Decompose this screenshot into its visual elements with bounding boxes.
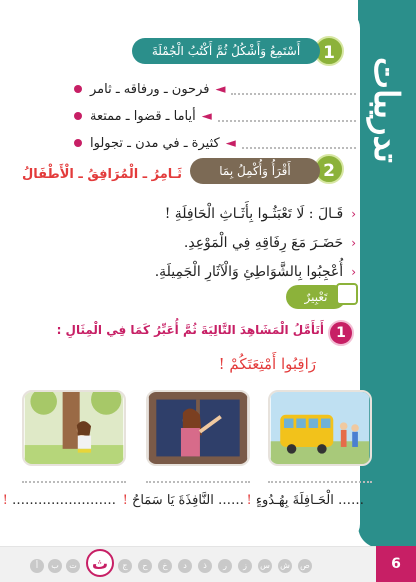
fill-in-sentence[interactable]: حَضَـرَ مَعَ رِفَاقِهِ فِي الْمَوْعِدِ. — [183, 235, 344, 251]
alphabet-letter[interactable]: ر — [218, 559, 232, 573]
side-band — [358, 0, 416, 548]
page-number: 6 — [376, 546, 416, 582]
exclamation-mark: ! — [122, 493, 128, 508]
chevron-icon: ‹ — [351, 265, 356, 279]
expression-badge: 1 — [328, 320, 354, 346]
alphabet-letter[interactable]: د — [178, 559, 192, 573]
expression-label: تَعْبِيرٌ — [286, 285, 346, 309]
exclamation-mark: ! — [2, 493, 8, 508]
arrow-left-icon: ◄ — [201, 108, 212, 124]
alphabet-letter-active[interactable]: ث — [86, 549, 114, 577]
exclamation-mark: ! — [246, 493, 252, 508]
caption-dots[interactable]: …………………… — [12, 493, 116, 508]
fill-in-sentence[interactable]: قَـالَ : لَا تَعْبَثُـوا بِأَثَـاثِ الْحَافِلَةِ ! — [164, 206, 344, 222]
chevron-icon: ‹ — [351, 207, 356, 221]
exercise-2-row — [56, 261, 356, 283]
expression-header — [284, 285, 356, 309]
exercise-1-row — [66, 131, 356, 155]
exercise-2-row — [56, 203, 356, 225]
scene-caption — [3, 493, 116, 508]
answer-line[interactable] — [22, 481, 126, 483]
scrambled-words: فرحون ـ ورفاقه ـ ثامر — [90, 81, 210, 97]
caption-text: الْحَـافِلَةَ بِهُـدُوءٍ — [255, 493, 334, 508]
alphabet-letter[interactable]: ت — [66, 559, 80, 573]
exercise-1-instruction: أَسْتَمِعُ وَأَشْكُلُ ثُمَّ أَكْتُبُ الْجُمْلَةَ — [132, 38, 320, 64]
scrambled-words: كثيرة ـ في مدن ـ تجولوا — [90, 135, 220, 151]
exercise-2-badge: 2 — [314, 154, 344, 184]
alphabet-letter[interactable]: ب — [48, 559, 62, 573]
alphabet-letter[interactable]: ش — [278, 559, 292, 573]
bullet-icon — [74, 85, 82, 93]
speech-bubble-icon — [336, 283, 358, 305]
alphabet-letter[interactable]: خ — [158, 559, 172, 573]
alphabet-letter[interactable]: ج — [118, 559, 132, 573]
answer-line[interactable] — [146, 481, 250, 483]
alphabet-letter[interactable]: ص — [298, 559, 312, 573]
exercise-2-row — [56, 232, 356, 254]
bullet-icon — [74, 139, 82, 147]
answer-line[interactable] — [268, 481, 372, 483]
exercise-1-row — [66, 77, 356, 101]
arrow-left-icon: ◄ — [225, 135, 236, 151]
answer-line[interactable] — [218, 120, 356, 122]
answer-line[interactable] — [231, 93, 356, 95]
exercise-2-instruction: أَقْرَأُ وَأُكْمِلُ بِمَا يُنَاسِبُ — [190, 158, 320, 184]
caption-dots[interactable]: …… — [218, 493, 244, 508]
bus-scene-image — [268, 390, 372, 466]
alphabet-strip — [0, 546, 416, 582]
answer-line[interactable] — [242, 147, 356, 149]
exercise-1-badge: 1 — [314, 36, 344, 66]
scene-caption — [246, 493, 364, 508]
fill-in-sentence[interactable]: أُعْجِبُوا بِالشَّوَاطِئِ وَالْآثَارِ الْجَمِيلَةِ. — [154, 264, 344, 280]
caption-text: النَّافِذَةَ يَا سَمَاحُ — [131, 493, 214, 508]
alphabet-letter[interactable]: ح — [138, 559, 152, 573]
tree-scene-image — [22, 390, 126, 466]
bullet-icon — [74, 112, 82, 120]
alphabet-letter[interactable]: س — [258, 559, 272, 573]
arrow-left-icon: ◄ — [215, 81, 226, 97]
alphabet-letter[interactable]: أ — [30, 559, 44, 573]
scene-caption — [123, 493, 244, 508]
side-title: تدريبات — [366, 57, 406, 163]
exercise-1-row — [66, 104, 356, 128]
word-bank: ثَـامِرُ ـ الْمُرَافِقُ ـ الْأَطْفَالُ — [21, 167, 182, 182]
alphabet-letter[interactable]: ذ — [198, 559, 212, 573]
expression-example: رَاقِبُوا أَمْتِعَتَكُمْ ! — [218, 355, 316, 373]
chevron-icon: ‹ — [351, 236, 356, 250]
alphabet-letter[interactable]: ز — [238, 559, 252, 573]
caption-dots[interactable]: …… — [338, 493, 364, 508]
expression-instruction: أَتَأَمَّلُ الْمَشَاهِدَ التَّالِيَةَ ثُمَّ أُعَبِّرُ كَمَا فِي الْمِثَالِ : — [56, 323, 324, 337]
window-scene-image — [146, 390, 250, 466]
scrambled-words: أياما ـ قضوا ـ ممتعة — [90, 108, 196, 124]
